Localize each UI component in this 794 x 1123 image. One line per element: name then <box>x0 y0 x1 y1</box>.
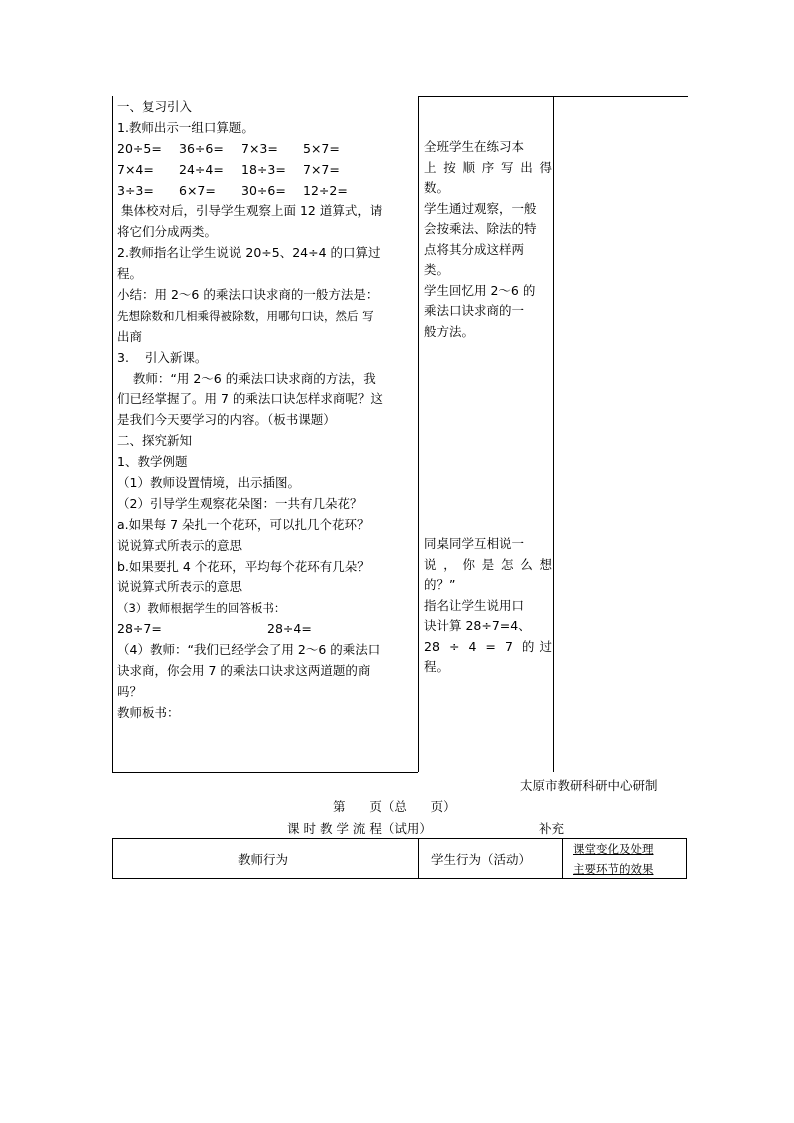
math-row: 3÷3= 6×7= 30÷6= 12÷2= <box>117 182 348 198</box>
header-student: 学生行为（活动） <box>431 852 532 867</box>
text-line: 将它们分成两类。 <box>117 224 218 240</box>
student-activity-block-1 <box>424 137 552 342</box>
table-top-border <box>418 96 688 97</box>
header-effect-line1: 课堂变化及处理 <box>573 842 654 856</box>
board-equation: 28÷4= <box>267 621 312 637</box>
text-line: 指名让学生说用口 <box>424 597 525 613</box>
section-heading-explore: 二、探究新知 <box>117 433 193 449</box>
text-line: 程。 <box>424 659 450 674</box>
text-line: 学生通过观察，一般 <box>424 200 537 216</box>
board-equation: 28÷7= <box>117 621 162 637</box>
header-table <box>112 838 687 879</box>
text-line: 乘法口诀求商的一 <box>424 303 525 318</box>
board-equations <box>117 619 417 640</box>
text-line: 们已经掌握了。用 7 的乘法口诀怎样求商呢？这 <box>117 391 383 407</box>
text-line: 的？” <box>424 577 456 592</box>
text-line: 类。 <box>424 262 450 277</box>
text-line: 诀求商，你会用 7 的乘法口诀求这两道题的商 <box>117 663 371 679</box>
text-line: 说，你是怎么想 <box>424 556 552 572</box>
header-teacher: 教师行为 <box>238 852 289 867</box>
text-line: （3）教师根据学生的回答板书： <box>117 601 286 616</box>
text-line: 全班学生在练习本 <box>424 139 525 154</box>
table-left-border <box>112 96 113 772</box>
text-line: 集体校对后，引导学生观察上面 12 道算式，请 <box>117 203 383 219</box>
text-line: 点将其分成这样两 <box>424 241 525 257</box>
text-line: 诀计算 28÷7=4、 <box>424 618 531 633</box>
text-line: 同桌同学互相说一 <box>424 536 525 551</box>
text-line: 说说算式所表示的意思 <box>117 537 243 553</box>
section-heading-review: 一、复习引入 <box>117 99 193 114</box>
student-activity-block-2 <box>424 534 552 678</box>
header-divider-1 <box>418 839 419 878</box>
text-line: 会按乘法、除法的特 <box>424 221 537 236</box>
text-line: （1）教师设置情境，出示插图。 <box>117 475 300 491</box>
summary-line: 小结：用 2～6 的乘法口诀求商的一般方法是： <box>117 287 379 303</box>
text-line: 教师：“用 2～6 的乘法口诀求商的方法，我 <box>117 370 376 386</box>
math-row: 20÷5= 36÷6= 7×3= 5×7= <box>117 140 340 156</box>
text-line: 般方法。 <box>424 323 475 339</box>
text-line: 2.教师指名让学生说说 20÷5、24÷4 的口算过 <box>117 245 381 261</box>
teacher-behavior-column <box>117 97 417 724</box>
text-line: 出商 <box>117 328 143 344</box>
text-line: 程。 <box>117 266 143 282</box>
form-title: 课 时 教 学 流 程（试用） <box>287 821 432 836</box>
text-line: 上按顺序写出得 <box>424 159 552 175</box>
step-1: 1.教师出示一组口算题。 <box>117 119 254 135</box>
table-divider-1 <box>418 96 419 772</box>
org-credit: 太原市教研科研中心研制 <box>520 778 658 793</box>
text-line: 是我们今天要学习的内容。（板书课题） <box>117 412 336 428</box>
table-bottom-border <box>112 772 418 773</box>
math-row: 7×4= 24÷4= 18÷3= 7×7= <box>117 161 340 177</box>
text-line: 教师板书： <box>117 704 180 720</box>
step-3: 3. 引入新课。 <box>117 349 208 365</box>
supplement-label: 补充 <box>539 821 565 836</box>
page-number: 第 页（总 页） <box>333 799 456 814</box>
header-divider-2 <box>562 839 563 878</box>
summary-line: 先想除数和几相乘得被除数，用哪句口诀，然后 写 <box>117 308 374 323</box>
text-line: 28 ÷ 4 = 7 的过 <box>424 638 552 654</box>
table-divider-2 <box>553 96 554 772</box>
text-line: （4）教师：“我们已经学会了用 2～6 的乘法口 <box>117 642 381 658</box>
text-line: 1、教学例题 <box>117 454 188 470</box>
header-effect-line2: 主要环节的效果 <box>573 862 654 876</box>
text-line: b.如果要扎 4 个花环，平均每个花环有几朵？ <box>117 558 370 574</box>
text-line: 数。 <box>424 180 450 195</box>
text-line: a.如果每 7 朵扎一个花环，可以扎几个花环？ <box>117 516 370 532</box>
text-line: 学生回忆用 2～6 的 <box>424 282 536 298</box>
text-line: （2）引导学生观察花朵图：一共有几朵花？ <box>117 495 363 511</box>
text-line: 吗？ <box>117 683 143 699</box>
text-line: 说说算式所表示的意思 <box>117 579 243 595</box>
